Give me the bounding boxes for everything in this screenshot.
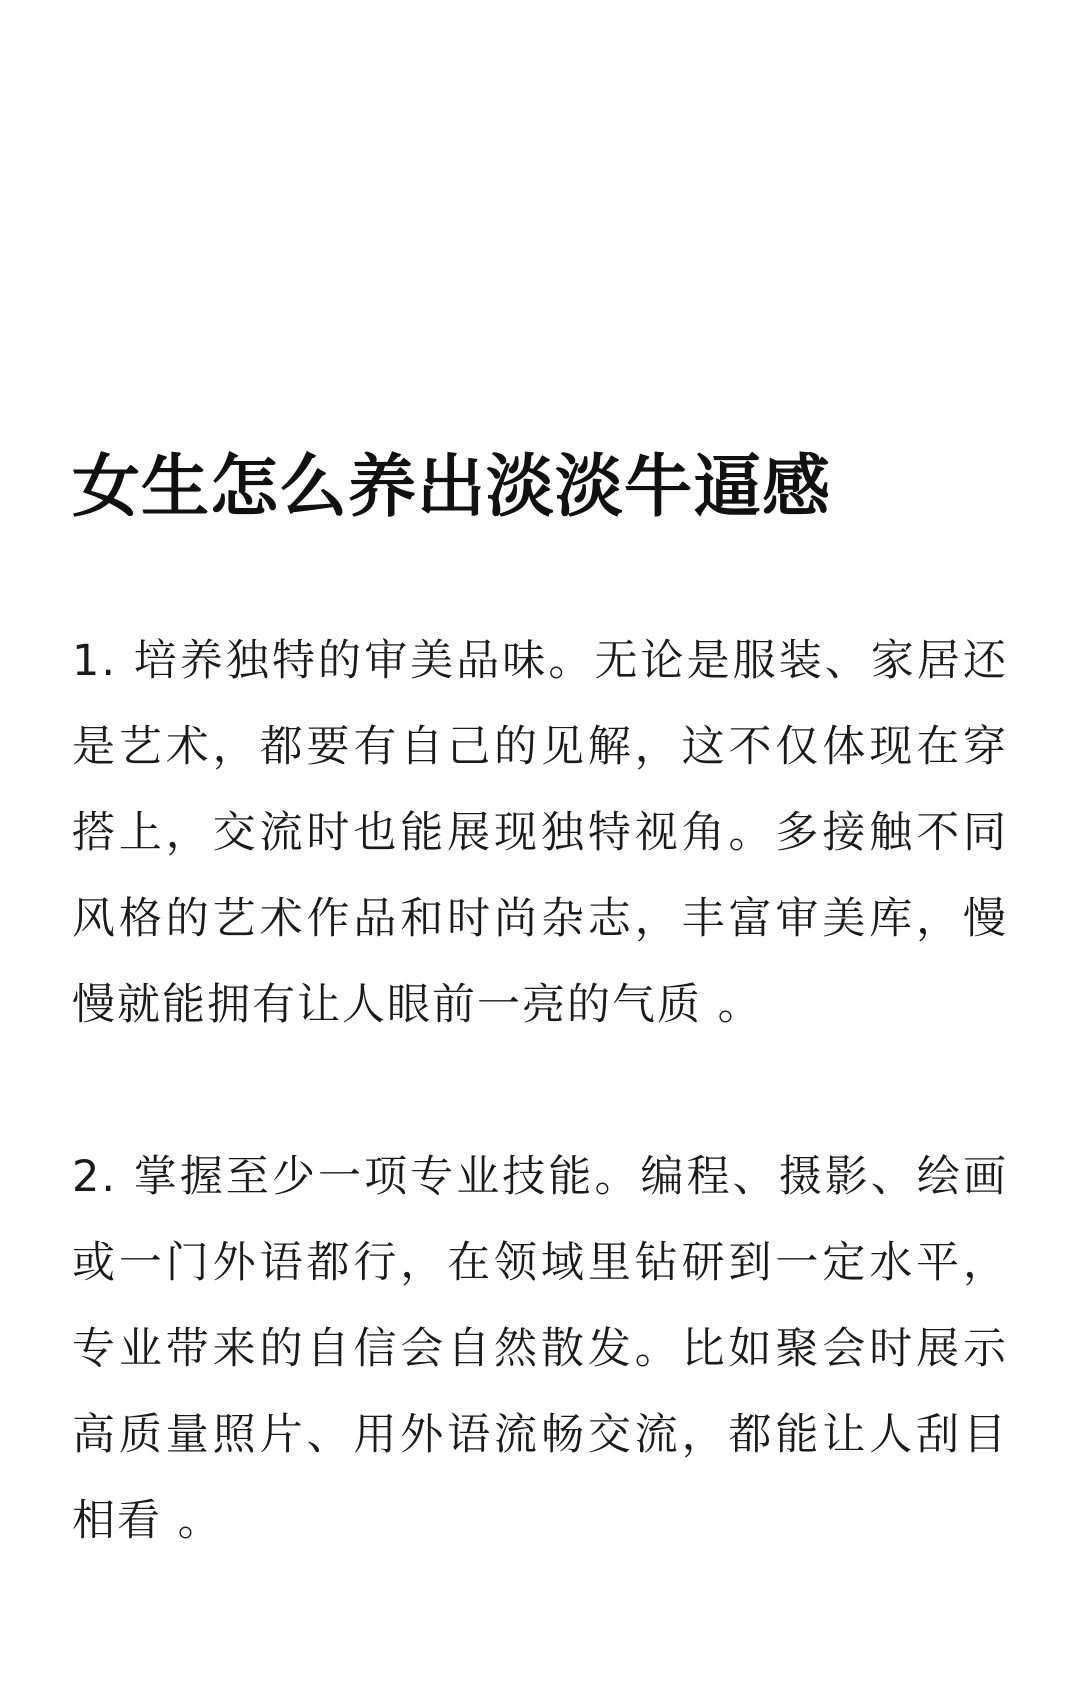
article-title: 女生怎么养出淡淡牛逼感 xyxy=(72,448,832,527)
paragraph-2: 2. 掌握至少一项专业技能。编程、摄影、绘画或一门外语都行，在领域里钻研到一定水平，专业带来的自信会自然散发。比如聚会时展示高质量照片、用外语流畅交流，都能让人刮目相看 。 xyxy=(72,1152,1008,1546)
paragraph-1: 1. 培养独特的审美品味。无论是服装、家居还是艺术，都要有自己的见解，这不仅体现在穿搭上，交流时也能展现独特视角。多接触不同风格的艺术作品和时尚杂志，丰富审美库，慢慢就能拥有让人眼前一亮的气质 。 xyxy=(72,636,1008,1030)
article xyxy=(72,448,1008,1564)
